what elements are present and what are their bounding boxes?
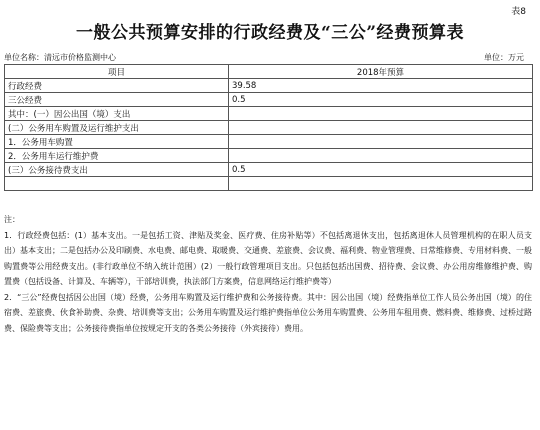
table-row <box>5 121 533 135</box>
unit-label: 单位：万元 <box>484 53 524 62</box>
notes-section <box>4 212 532 336</box>
row-label: 行政经费 <box>5 79 229 93</box>
page-title: 一般公共预算安排的行政经费及“三公”经费预算表 <box>75 23 465 43</box>
row-label: 1．公务用车购置 <box>5 135 229 149</box>
row-value: 39.58 <box>229 79 533 93</box>
table-number: 表8 <box>511 7 526 17</box>
row-label: 2．公务用车运行维护费 <box>5 149 229 163</box>
row-value: 0.5 <box>229 93 533 107</box>
row-label: 三公经费 <box>5 93 229 107</box>
row-value <box>229 121 533 135</box>
budget-table <box>4 64 533 191</box>
table-row <box>5 149 533 163</box>
header-item: 项目 <box>5 65 229 79</box>
notes-heading: 注： <box>4 215 20 224</box>
row-value <box>229 177 533 191</box>
row-value <box>229 149 533 163</box>
row-value: 0.5 <box>229 163 533 177</box>
table-header-row <box>5 65 533 79</box>
note-item: 1．行政经费包括：(1）基本支出。一是包括工资、津贴及奖金、医疗费、住房补贴等）不包括离退休支出，包括离退休人员管理机构的在职人员支出）基本支出；二是包括办公及印刷费、水电费、邮电费、取暖费、交通费、差旅费、会议费、福利费、物业管理费、日常维修费、专用材料费、一般购置费等公用经费支出。(非行政单位不纳入统计范围）(2）一般行政管理项目支出。只包括包括出国费、招待费、会议费、办公用房维修维护费、购置费（包括设备、计算及、车辆等），干部培训费，执法部门方案费，信息网络运行维护费等） <box>4 230 532 286</box>
row-label: (三）公务接待费支出 <box>5 163 229 177</box>
row-label: (二）公务用车购置及运行维护支出 <box>5 121 229 135</box>
row-value <box>229 135 533 149</box>
table-row <box>5 79 533 93</box>
row-label: 其中：(一）因公出国（境）支出 <box>5 107 229 121</box>
header-budget-2018: 2018年预算 <box>229 65 533 79</box>
note-item: 2．“三公”经费包括因公出国（境）经费，公务用车购置及运行维护费和公务接待费。其中：因公出国（境）经费指单位工作人员公务出国（境）的住宿费、差旅费、伙食补助费、杂费、培训费等支出；公务用车购置及运行维护费指单位公务用车购置费、公务用车租用费、燃料费、维修费、过桥过路费、保险费等支出；公务接待费指单位按规定开支的各类公务接待（外宾接待）费用。 <box>4 292 532 333</box>
row-label <box>5 177 229 191</box>
table-row <box>5 93 533 107</box>
table-row <box>5 163 533 177</box>
unit-name: 单位名称：清远市价格监测中心 <box>4 53 116 62</box>
table-row <box>5 135 533 149</box>
row-value <box>229 107 533 121</box>
table-row <box>5 107 533 121</box>
table-row <box>5 177 533 191</box>
unit-info-row <box>4 52 532 64</box>
